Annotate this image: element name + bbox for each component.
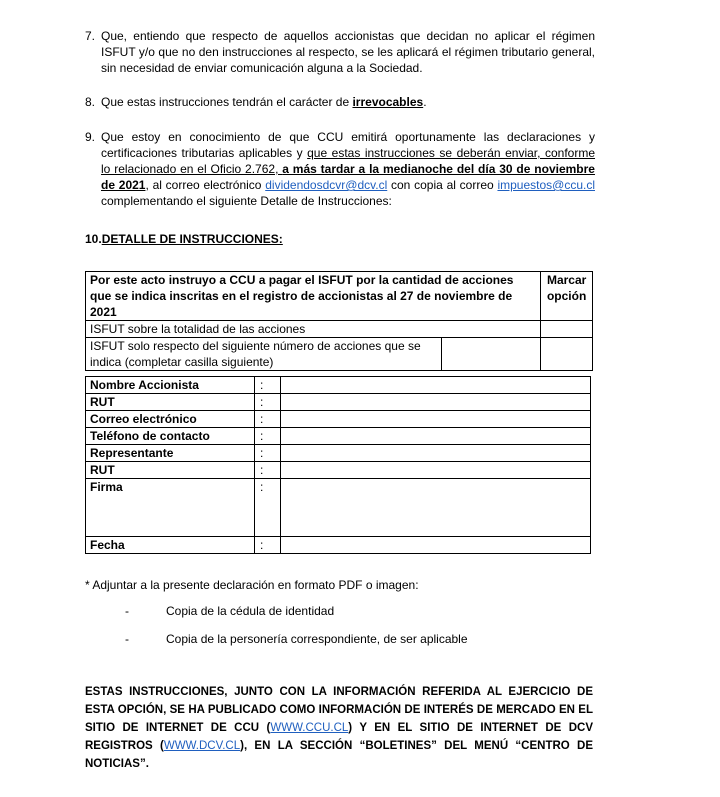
bullet-dash: -	[125, 604, 129, 618]
option-mark-cell[interactable]	[541, 321, 593, 338]
list-item-9	[85, 129, 595, 209]
form-row-firma	[86, 479, 591, 537]
section-number: 10.	[85, 232, 102, 246]
form-row-representante	[86, 445, 591, 462]
attachments-intro: * Adjuntar a la presente declaración en formato PDF o imagen:	[85, 578, 419, 592]
footer-text: ), EN LA SECCIÓN “BOLETINES” DEL MENÚ “CENTRO DE NOTICIAS”.	[85, 740, 593, 770]
ccu-website-link[interactable]: WWW.CCU.CL	[270, 722, 349, 734]
footer-text: ESTAS INSTRUCCIONES, JUNTO CON LA INFORMACIÓN REFERIDA AL EJERCICIO DE ESTA OPCIÓN, SE HA PUBLICADO COMO INFORMACIÓN DE INTERÉS DE MERCADO EN EL SITIO DE INTERNET DE CCU (	[85, 686, 593, 734]
field-label: RUT	[86, 462, 255, 479]
field-separator: :	[255, 411, 281, 428]
option-label: ISFUT sobre la totalidad de las acciones	[86, 321, 541, 338]
field-value[interactable]	[281, 377, 591, 394]
item-text	[101, 129, 595, 209]
header-description: Por este acto instruyo a CCU a pagar el ISFUT por la cantidad de acciones que se indica inscritas en el registro de accionistas al 27 de noviembre de 2021	[86, 272, 541, 321]
field-label: Firma	[86, 479, 255, 537]
field-value[interactable]	[281, 537, 591, 554]
header-option: Marcar opción	[541, 272, 593, 321]
item-text-before: Que estas instrucciones tendrán el carácter de	[101, 95, 353, 109]
field-separator: :	[255, 479, 281, 537]
field-value[interactable]	[281, 428, 591, 445]
form-row-rut-representante	[86, 462, 591, 479]
table-header-row	[86, 272, 593, 321]
field-separator: :	[255, 537, 281, 554]
table-row	[86, 321, 593, 338]
deadline-date: a más tardar a la medianoche del día 30 de noviembre de 2021	[101, 162, 595, 192]
field-separator: :	[255, 377, 281, 394]
field-separator: :	[255, 394, 281, 411]
item-text-after: .	[423, 95, 427, 109]
item-number: 8.	[85, 95, 96, 109]
email-link-primary[interactable]: dividendosdcvr@dcv.cl	[265, 178, 388, 192]
form-row-nombre	[86, 377, 591, 394]
field-label: Correo electrónico	[86, 411, 255, 428]
list-item-7	[85, 28, 595, 76]
deadline-underlined: que estas instrucciones se deberán enviar, conforme lo relacionado en el Oficio 2.762,	[101, 146, 596, 176]
item-text: Que, entiendo que respecto de aquellos accionistas que decidan no aplicar el régimen ISFUT y/o que no den instrucciones al respecto, se les aplicará el régimen tributario general, sin necesidad de enviar comunicación alguna a la Sociedad.	[101, 29, 595, 75]
bullet-dash: -	[125, 632, 129, 646]
form-row-fecha	[86, 537, 591, 554]
section-title: DETALLE DE INSTRUCCIONES:	[101, 232, 283, 246]
field-label: Fecha	[86, 537, 255, 554]
form-row-rut	[86, 394, 591, 411]
attachment-item: Copia de la personería correspondiente, de ser aplicable	[166, 632, 468, 646]
item-number: 9.	[85, 130, 96, 144]
dcv-website-link[interactable]: WWW.DCV.CL	[163, 740, 241, 752]
footer-notice	[85, 683, 593, 773]
item-text-mid: , al correo electrónico	[145, 178, 266, 192]
quantity-input-cell[interactable]	[441, 338, 540, 371]
option-mark-cell[interactable]	[541, 338, 593, 371]
item-text	[101, 94, 595, 110]
instructions-table	[85, 271, 593, 371]
field-value[interactable]	[281, 445, 591, 462]
field-value[interactable]	[281, 411, 591, 428]
section-heading	[85, 231, 595, 247]
item-text-intro: Que estoy en conocimiento de que CCU emitirá oportunamente las declaraciones y certificaciones tributarias aplicables y	[101, 130, 595, 160]
shareholder-form-table	[85, 376, 591, 554]
field-value[interactable]	[281, 462, 591, 479]
field-label: RUT	[86, 394, 255, 411]
signature-field[interactable]	[281, 479, 591, 537]
field-value[interactable]	[281, 394, 591, 411]
form-row-telefono	[86, 428, 591, 445]
email-link-copy[interactable]: impuestos@ccu.cl	[497, 178, 595, 192]
attachment-item: Copia de la cédula de identidad	[166, 604, 335, 618]
item-number: 7.	[85, 29, 96, 43]
field-separator: :	[255, 445, 281, 462]
option-label: ISFUT solo respecto del siguiente número de acciones que se indica (completar casilla siguiente)	[86, 338, 442, 371]
field-label: Nombre Accionista	[86, 377, 255, 394]
list-item-8	[85, 94, 595, 110]
field-label: Teléfono de contacto	[86, 428, 255, 445]
table-row	[86, 338, 593, 371]
field-separator: :	[255, 428, 281, 445]
footer-text: ) Y EN EL SITIO DE INTERNET DE DCV REGISTROS (	[85, 722, 594, 752]
form-row-correo	[86, 411, 591, 428]
item-text-end: complementando el siguiente Detalle de Instrucciones:	[101, 194, 392, 208]
field-separator: :	[255, 462, 281, 479]
irrevocable-emphasis: irrevocables	[352, 95, 424, 109]
field-label: Representante	[86, 445, 255, 462]
item-text-mid2: con copia al correo	[387, 178, 498, 192]
